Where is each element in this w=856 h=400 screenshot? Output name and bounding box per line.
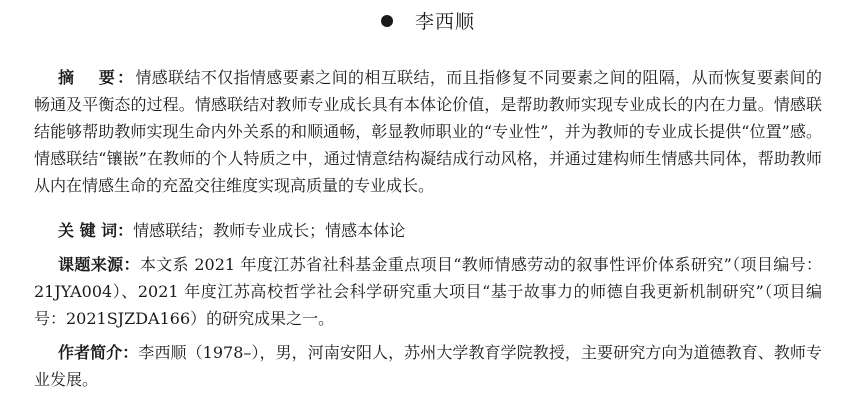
- author-line: [0, 10, 856, 34]
- abstract-label-part1: 摘: [58, 68, 77, 87]
- abstract-text: 情感联结不仅指情感要素之间的相互联结，而且指修复不同要素之间的阻隔，从而恢复要素间的畅通及平衡态的过程。情感联结对教师专业成长具有本体论价值，是帮助教师实现专业成长的内在力量。情感联结能够帮助教师实现生命内外关系的和顺通畅，彰显教师职业的“专业性”，并为教师的专业成长提供“位置”感。情感联结“镶嵌”在教师的个人特质之中，通过情意结构凝结成行动风格，并通过建构师生情感共同体，帮助教师从内在情感生命的充盈交往维度实现高质量的专业成长。: [34, 68, 822, 195]
- funding-text: 本文系 2021 年度江苏省社科基金重点项目“教师情感劳动的叙事性评价体系研究”（项目编号：21JYA004）、2021 年度江苏高校哲学社会科学研究重大项目“基于故事力的师德自我更新机制研究”（项目编号：2021SJZDA166）的研究成果之一。: [34, 255, 822, 328]
- funding-paragraph: [34, 251, 822, 332]
- author-bio-label: 作者简介：: [58, 343, 139, 362]
- abstract-paragraph: [34, 64, 822, 199]
- author-bio-paragraph: [34, 339, 822, 393]
- abstract-label: [58, 68, 135, 87]
- keywords-label: 关 键 词：: [58, 221, 134, 240]
- funding-label: 课题来源：: [58, 255, 140, 274]
- author-name: 李西顺: [414, 11, 475, 33]
- bullet-icon: [381, 15, 393, 27]
- abstract-label-part2: 要：: [98, 68, 136, 87]
- author-bio-text: 李西顺（1978–），男，河南安阳人，苏州大学教育学院教授，主要研究方向为道德教育、教师专业发展。: [34, 343, 822, 389]
- keywords-paragraph: [34, 217, 822, 244]
- keywords-text: 情感联结；教师专业成长；情感本体论: [133, 221, 406, 240]
